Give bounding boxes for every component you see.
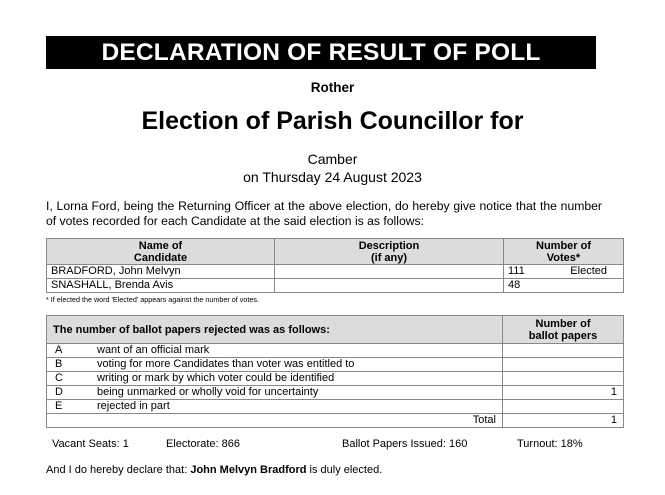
candidate-table bbox=[46, 238, 624, 293]
declaration-statement bbox=[46, 464, 382, 476]
candidate-row bbox=[47, 279, 624, 293]
rejection-count bbox=[503, 344, 624, 358]
desc-header-line1: Description bbox=[358, 239, 420, 252]
rejection-reason-cell bbox=[47, 372, 503, 386]
candidate-description bbox=[275, 279, 504, 293]
rejection-code: B bbox=[55, 358, 63, 370]
rejection-count: 1 bbox=[503, 386, 624, 400]
election-date: on Thursday 24 August 2023 bbox=[243, 169, 422, 185]
rejection-reason: rejected in part bbox=[97, 400, 170, 412]
electorate: Electorate: 866 bbox=[166, 438, 240, 450]
rejection-reason-cell bbox=[47, 400, 503, 414]
rejection-count bbox=[503, 358, 624, 372]
desc-header-line2: (if any) bbox=[370, 251, 408, 264]
rejected-table-header bbox=[47, 316, 624, 344]
rejection-row bbox=[47, 358, 624, 372]
description-column-header bbox=[275, 239, 504, 265]
council-name: Rother bbox=[310, 80, 355, 95]
rejection-code: A bbox=[55, 344, 63, 356]
ballot-papers-issued: Ballot Papers Issued: 160 bbox=[342, 438, 468, 450]
total-value: 1 bbox=[503, 414, 624, 428]
rejection-reason: writing or mark by which voter could be identified bbox=[97, 372, 335, 384]
candidate-name: BRADFORD, John Melvyn bbox=[47, 265, 275, 279]
rejection-reason: voting for more Candidates than voter was entitled to bbox=[97, 358, 355, 370]
declaration-banner: DECLARATION OF RESULT OF POLL bbox=[46, 36, 596, 69]
candidate-description bbox=[275, 265, 504, 279]
election-title: Election of Parish Councillor for bbox=[141, 107, 524, 135]
ballot-count-header bbox=[503, 316, 624, 344]
candidate-name: SNASHALL, Brenda Avis bbox=[47, 279, 275, 293]
rejection-count bbox=[503, 372, 624, 386]
rejection-row bbox=[47, 400, 624, 414]
rejection-count bbox=[503, 400, 624, 414]
votes-column-header bbox=[504, 239, 624, 265]
declaration-suffix: is duly elected. bbox=[306, 464, 383, 476]
name-column-header bbox=[47, 239, 275, 265]
rejection-code: E bbox=[55, 400, 63, 412]
total-label: Total bbox=[47, 414, 503, 428]
elected-status: Elected bbox=[570, 265, 607, 277]
count-header-line1: Number of bbox=[535, 317, 591, 330]
rejection-row bbox=[47, 386, 624, 400]
rejection-code: C bbox=[55, 372, 63, 384]
turnout: Turnout: 18% bbox=[517, 438, 583, 450]
count-header-line2: ballot papers bbox=[528, 329, 598, 342]
rejection-reason-cell bbox=[47, 358, 503, 372]
rejected-ballots-table bbox=[46, 315, 624, 428]
rejection-row bbox=[47, 344, 624, 358]
vacant-seats: Vacant Seats: 1 bbox=[52, 438, 129, 450]
candidate-votes: 48 bbox=[508, 279, 521, 291]
name-header-line2: Candidate bbox=[133, 251, 188, 264]
name-header-line1: Name of bbox=[138, 239, 183, 252]
votes-header-line2: Votes* bbox=[546, 251, 581, 264]
candidate-table-header bbox=[47, 239, 624, 265]
candidate-row bbox=[47, 265, 624, 279]
rejection-reason-cell bbox=[47, 386, 503, 400]
rejection-reason: being unmarked or wholly void for uncertainty bbox=[97, 386, 319, 398]
declaration-prefix: And I do hereby declare that: bbox=[46, 464, 191, 476]
rejection-reason-cell bbox=[47, 344, 503, 358]
parish-name: Camber bbox=[307, 151, 358, 167]
rejection-code: D bbox=[55, 386, 63, 398]
rejection-reason: want of an official mark bbox=[97, 344, 210, 356]
total-row bbox=[47, 414, 624, 428]
rejected-header: The number of ballot papers rejected was as follows: bbox=[47, 316, 503, 344]
candidate-votes: 111 bbox=[508, 265, 525, 277]
intro-paragraph: I, Lorna Ford, being the Returning Officer at the above election, do hereby give notice that the number of votes recorded for each Candidate at the said election is as follows: bbox=[46, 199, 602, 228]
winner-name: John Melvyn Bradford bbox=[190, 464, 307, 476]
rejection-row bbox=[47, 372, 624, 386]
votes-header-line1: Number of bbox=[536, 239, 591, 252]
candidate-votes-cell bbox=[504, 279, 624, 293]
elected-footnote: * If elected the word 'Elected' appears against the number of votes. bbox=[46, 295, 259, 304]
candidate-votes-cell bbox=[504, 265, 624, 279]
